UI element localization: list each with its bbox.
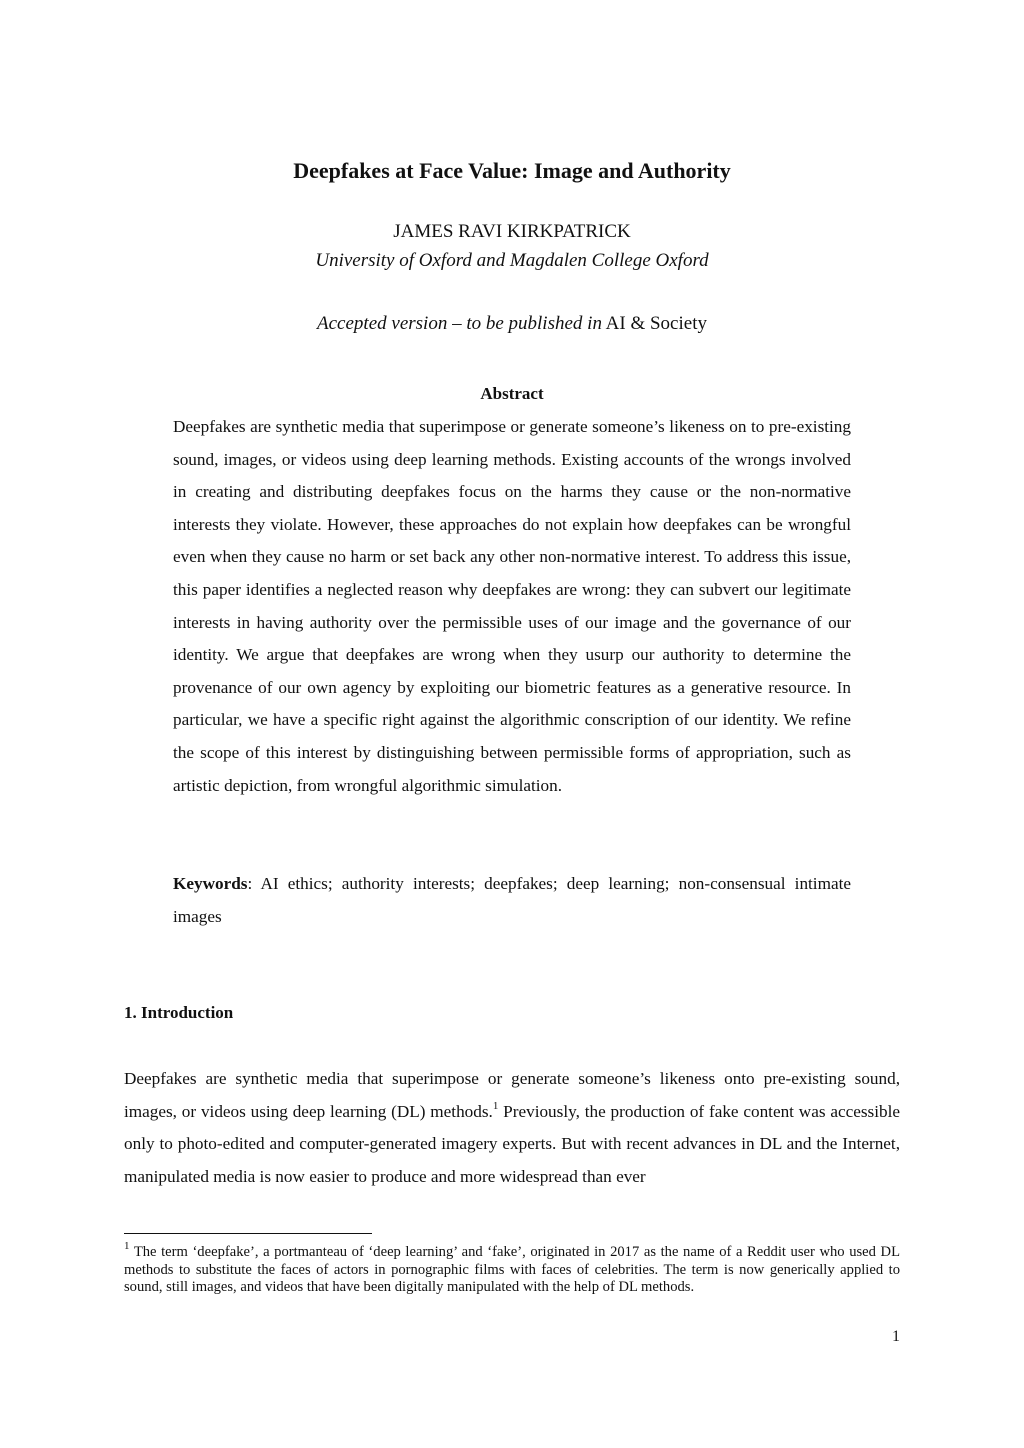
footnote bbox=[124, 1240, 900, 1297]
abstract-heading: Abstract bbox=[480, 384, 544, 403]
author-name: JAMES RAVI KIRKPATRICK bbox=[393, 221, 631, 242]
footnote-text: The term ‘deepfake’, a portmanteau of ‘deep learning’ and ‘fake’, originated in 2017 as the name of a Reddit user who used DL methods to substitute the faces of actors in pornographic films with faces of celebrities. The term is now generically applied to sound, still images, and videos that have been digitally manipulated with the help of DL methods. bbox=[124, 1244, 900, 1296]
footnote-reference[interactable]: 1 bbox=[492, 1099, 499, 1112]
section-heading-introduction: 1. Introduction bbox=[124, 1003, 234, 1022]
status-prefix: Accepted version – to be published in bbox=[317, 313, 602, 334]
footnote-marker: 1 bbox=[124, 1240, 130, 1253]
author-affiliation: University of Oxford and Magdalen College Oxford bbox=[315, 250, 709, 271]
paper-title: Deepfakes at Face Value: Image and Authority bbox=[293, 158, 731, 183]
publication-status bbox=[0, 311, 1024, 337]
keywords-text: : AI ethics; authority interests; deepfakes; deep learning; non-consensual intimate images bbox=[173, 874, 851, 926]
page-number: 1 bbox=[892, 1328, 900, 1345]
intro-text-part-2: Previously, the production of fake content was accessible only to photo-edited and computer-generated imagery experts. But with recent advances in DL and the Internet, manipulated media is now easier to produce and more widespread than ever bbox=[124, 1101, 901, 1186]
abstract-text: Deepfakes are synthetic media that superimpose or generate someone’s likeness on to pre-existing sound, images, or videos using deep learning methods. Existing accounts of the wrongs involved in creating and distributing deepfakes focus on the harms they cause or the non-normative interests they violate. However, these approaches do not explain how deepfakes can be wrongful even when they cause no harm or set back any other non-normative interest. To address this issue, this paper identifies a neglected reason why deepfakes are wrong: they can subvert our legitimate interests in having authority over the permissible uses of our image and the governance of our identity. We argue that deepfakes are wrong when they usurp our authority to determine the provenance of our own agency by exploiting our biometric features as a generative resource. In particular, we have a specific right against the algorithmic conscription of our identity. We refine the scope of this interest by distinguishing between permissible forms of appropriation, such as artistic depiction, from wrongful algorithmic simulation. bbox=[173, 417, 851, 795]
intro-text-part-1: Deepfakes are synthetic media that superimpose or generate someone’s likeness onto pre-existing sound, images, or videos using deep learning (DL) methods. bbox=[124, 1069, 900, 1121]
keywords bbox=[173, 868, 851, 933]
journal-name: AI & Society bbox=[601, 313, 707, 334]
footnote-divider bbox=[124, 1233, 372, 1234]
keywords-label: Keywords bbox=[173, 874, 248, 893]
introduction-paragraph bbox=[124, 1063, 900, 1193]
